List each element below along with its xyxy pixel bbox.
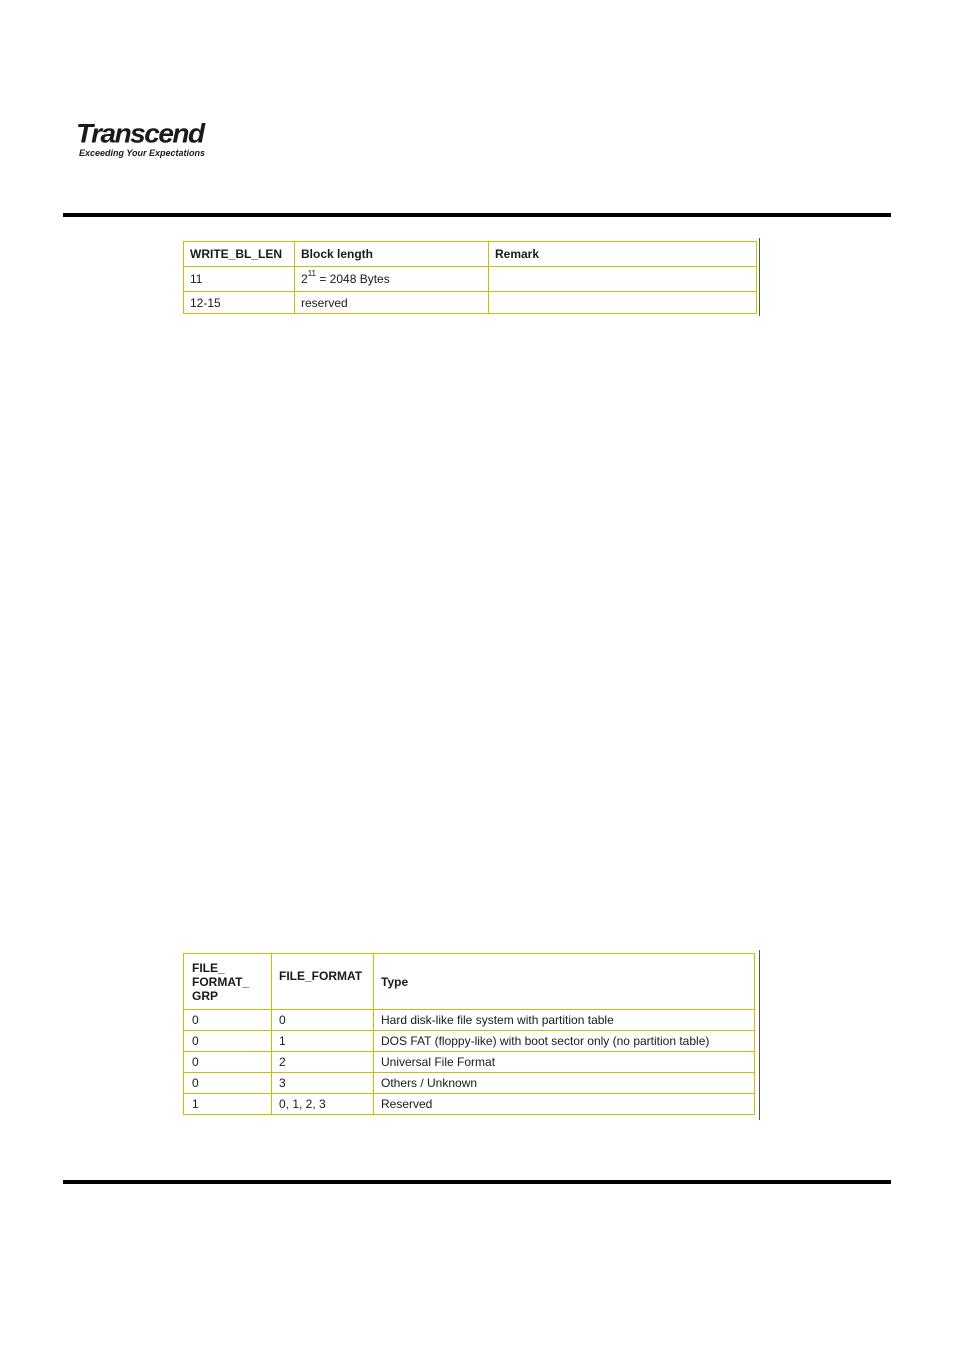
cell-format: 2: [272, 1052, 374, 1073]
cell-grp: 0: [184, 1010, 272, 1031]
cell-format: 3: [272, 1073, 374, 1094]
cell-grp: 0: [184, 1031, 272, 1052]
cell-code: 11: [184, 267, 295, 292]
table-row: [184, 1052, 755, 1073]
cell-type: Reserved: [374, 1094, 755, 1115]
cell-grp: 0: [184, 1052, 272, 1073]
cell-grp: 0: [184, 1073, 272, 1094]
header-cell-file-format: FILE_FORMAT: [272, 954, 374, 1010]
footer-divider: [63, 1180, 891, 1184]
header-cell-file-format-grp: [184, 954, 272, 1010]
table-row: [184, 267, 757, 292]
cell-type: DOS FAT (floppy-like) with boot sector only (no partition table): [374, 1031, 755, 1052]
transcend-logo: [76, 120, 205, 158]
table-edge-line: [759, 238, 760, 316]
logo-tagline: Exceeding Your Expectations: [79, 148, 206, 158]
table-header-row: [184, 954, 755, 1010]
length-value: = 2048 Bytes: [316, 272, 390, 286]
file-format-table: [183, 953, 755, 1115]
cell-format: 1: [272, 1031, 374, 1052]
length-base: 2: [301, 272, 308, 286]
header-grp-line: FILE_: [192, 960, 225, 975]
table-row: [184, 1010, 755, 1031]
cell-format: 0, 1, 2, 3: [272, 1094, 374, 1115]
cell-block-length: reserved: [295, 292, 489, 314]
cell-format: 0: [272, 1010, 374, 1031]
logo-wordmark: Transcend: [76, 118, 204, 149]
cell-code: 12-15: [184, 292, 295, 314]
table-row: [184, 292, 757, 314]
cell-type: Universal File Format: [374, 1052, 755, 1073]
table-row: [184, 1073, 755, 1094]
table-row: [184, 1094, 755, 1115]
header-cell-block-length: Block length: [295, 242, 489, 267]
write-bl-len-table: [183, 241, 757, 314]
cell-grp: 1: [184, 1094, 272, 1115]
header-grp-line: GRP: [192, 988, 219, 1003]
cell-remark: [489, 292, 757, 314]
cell-remark: [489, 267, 757, 292]
header-divider: [63, 213, 891, 217]
cell-type: Others / Unknown: [374, 1073, 755, 1094]
cell-block-length: [295, 267, 489, 292]
header-grp-line: FORMAT_: [192, 974, 250, 989]
table-edge-line: [759, 950, 760, 1120]
cell-type: Hard disk-like file system with partition table: [374, 1010, 755, 1031]
table-row: [184, 1031, 755, 1052]
table-header-row: [184, 242, 757, 267]
length-exponent: 11: [307, 269, 316, 278]
header-cell-write-bl-len: WRITE_BL_LEN: [184, 242, 295, 267]
header-cell-type: Type: [374, 954, 755, 1010]
header-cell-remark: Remark: [489, 242, 757, 267]
